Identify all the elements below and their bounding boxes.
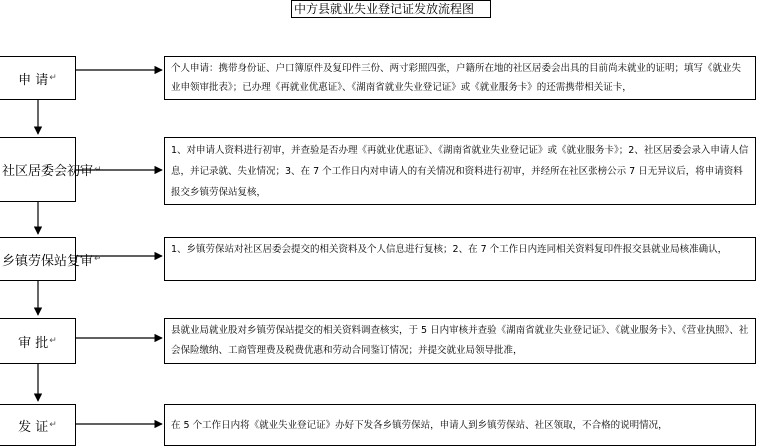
step-community-review-description: 1、对申请人资料进行初审，并查验是否办理《再就业优惠证》、《湖南省就业失业登记证》或《就业服务卡》；2、社区居委会录入申请人信息，并记录就、失业情况；3、在 7 个工作日内对申请人的有关情况和资料进行初审，并经所在社区张榜公示 7 日无异议后，将申请资料报交乡镇劳保站复核， [171,145,749,198]
step-community-review-box: 社区居委会初审 ↵ [0,137,76,202]
step-issue-label: 发 证 [18,419,49,435]
step-township-review-label: 乡镇劳保站复审 [2,253,94,269]
step-community-review-description-box [164,137,756,205]
step-township-review-description-box [164,237,756,281]
step-township-review-description: 1、乡镇劳保站对社区居委会提交的相关资料及个人信息进行复核；2、在 7 个工作日内连同相关资料复印件报交县就业局核准确认， [171,244,728,255]
step-approve-label: 审 批 [18,335,49,351]
step-approve-box: 审 批 ↵ [0,318,76,364]
step-apply-box: 申 请 ↵ [0,56,76,100]
step-community-review-label: 社区居委会初审 [2,164,94,179]
step-apply-label: 申 请 [18,72,49,88]
step-apply-description-box [164,56,756,100]
step-township-review-box: 乡镇劳保站复审 ↵ [0,237,76,281]
step-issue-box: 发 证 ↵ [0,404,76,446]
step-issue-description: 在 5 个工作日内将《就业失业登记证》办好下发各乡镇劳保站，申请人到乡镇劳保站、社区领取，不合格的说明情况， [171,420,668,431]
step-apply-description: 个人申请：携带身份证、户口簿原件及复印件三份、两寸彩照四张，户籍所在地的社区居委会出具的目前尚未就业的证明；填写《就业失业申领审批表》；已办理《再就业优惠证》、《湖南省就业失业登记证》或《就业服务卡》的还需携带相关证卡， [171,63,742,93]
page-title: 中方县就业失业登记证发放流程图 [291,0,491,18]
step-approve-description: 县就业局就业股对乡镇劳保站提交的相关资料调查核实，于 5 日内审核并查验《湖南省就业失业登记证》、《就业服务卡》、《营业执照》、社会保险缴纳、工商管理费及税费优惠和劳动合同鉴订情况；并提交就业局领导批准， [171,325,749,356]
step-approve-description-box [164,318,756,364]
step-issue-description-box [164,404,756,446]
